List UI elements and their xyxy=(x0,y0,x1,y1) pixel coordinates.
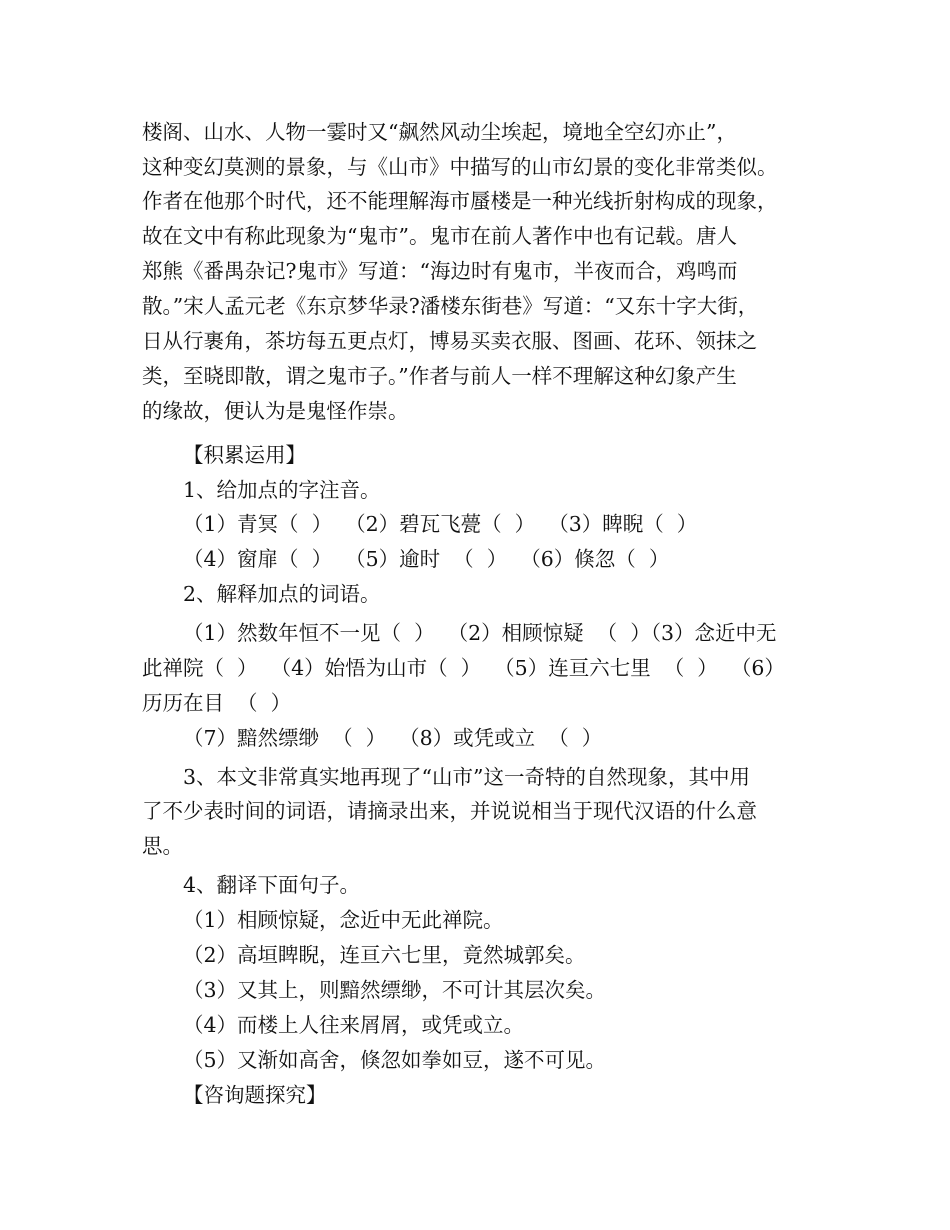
question-4-item: （4）而楼上人往来屑屑，或凭或立。 xyxy=(183,1013,525,1037)
question-4-item: （5）又渐如高舍，倏忽如拳如豆，遂不可见。 xyxy=(183,1048,607,1072)
section-heading-inquiry: 【咨询题探究】 xyxy=(183,1083,327,1107)
question-2-title: 2、解释加点的词语。 xyxy=(183,582,381,606)
intro-line: 的缘故，便认为是鬼怪作崇。 xyxy=(142,399,409,423)
intro-line: 这种变幻莫测的景象，与《山市》中描写的山市幻景的变化非常类似。 xyxy=(142,155,778,179)
question-2-line: 历历在目 （ ） xyxy=(142,691,292,715)
intro-line: 楼阁、山水、人物一霎时又“飙然风动尘埃起，境地全空幻亦止”， xyxy=(142,120,737,144)
intro-line: 散。”宋人孟元老《东京梦华录?潘楼东街巷》写道：“又东十字大街， xyxy=(142,294,759,318)
question-3-line: 3、本文非常真实地再现了“山市”这一奇特的自然现象，其中用 xyxy=(183,765,751,789)
question-1-row: （1）青冥（ ） （2）碧瓦飞甍（ ） （3）睥睨（ ） xyxy=(183,512,698,536)
intro-line: 类，至晓即散，谓之鬼市子。”作者与前人一样不理解这种幻象产生 xyxy=(142,364,737,388)
question-4-item: （2）高垣睥睨，连亘六七里，竟然城郭矣。 xyxy=(183,943,586,967)
intro-line: 日从行裹角，茶坊每五更点灯，博易买卖衣服、图画、花环、领抹之 xyxy=(142,329,757,353)
question-4-title: 4、翻译下面句子。 xyxy=(183,873,361,897)
intro-line: 郑熊《番禺杂记?鬼市》写道：“海边时有鬼市，半夜而合，鸡鸣而 xyxy=(142,259,738,283)
question-4-item: （3）又其上，则黯然缥缈，不可计其层次矣。 xyxy=(183,978,607,1002)
question-2-line: （7）黯然缥缈 （ ） （8）或凭或立 （ ） xyxy=(183,726,603,750)
question-3-line: 思。 xyxy=(142,834,183,858)
intro-line: 作者在他那个时代，还不能理解海市蜃楼是一种光线折射构成的现象， xyxy=(142,189,778,213)
intro-line: 故在文中有称此现象为“鬼市”。鬼市在前人著作中也有记载。唐人 xyxy=(142,224,737,248)
question-3-line: 了不少表时间的词语，请摘录出来，并说说相当于现代汉语的什么意 xyxy=(142,799,757,823)
question-4-item: （1）相顾惊疑，念近中无此禅院。 xyxy=(183,908,504,932)
section-heading-accumulate: 【积累运用】 xyxy=(183,443,306,467)
question-1-row: （4）窗扉（ ） （5）逾时 （ ） （6）倏忽（ ） xyxy=(183,547,670,571)
question-2-line: 此禅院（ ） （4）始悟为山市（ ） （5）连亘六七里 （ ） （6） xyxy=(142,656,785,680)
question-2-line: （1）然数年恒不一见（ ） （2）相顾惊疑 （ ）（3）念近中无 xyxy=(183,621,777,645)
question-1-title: 1、给加点的字注音。 xyxy=(183,478,381,502)
